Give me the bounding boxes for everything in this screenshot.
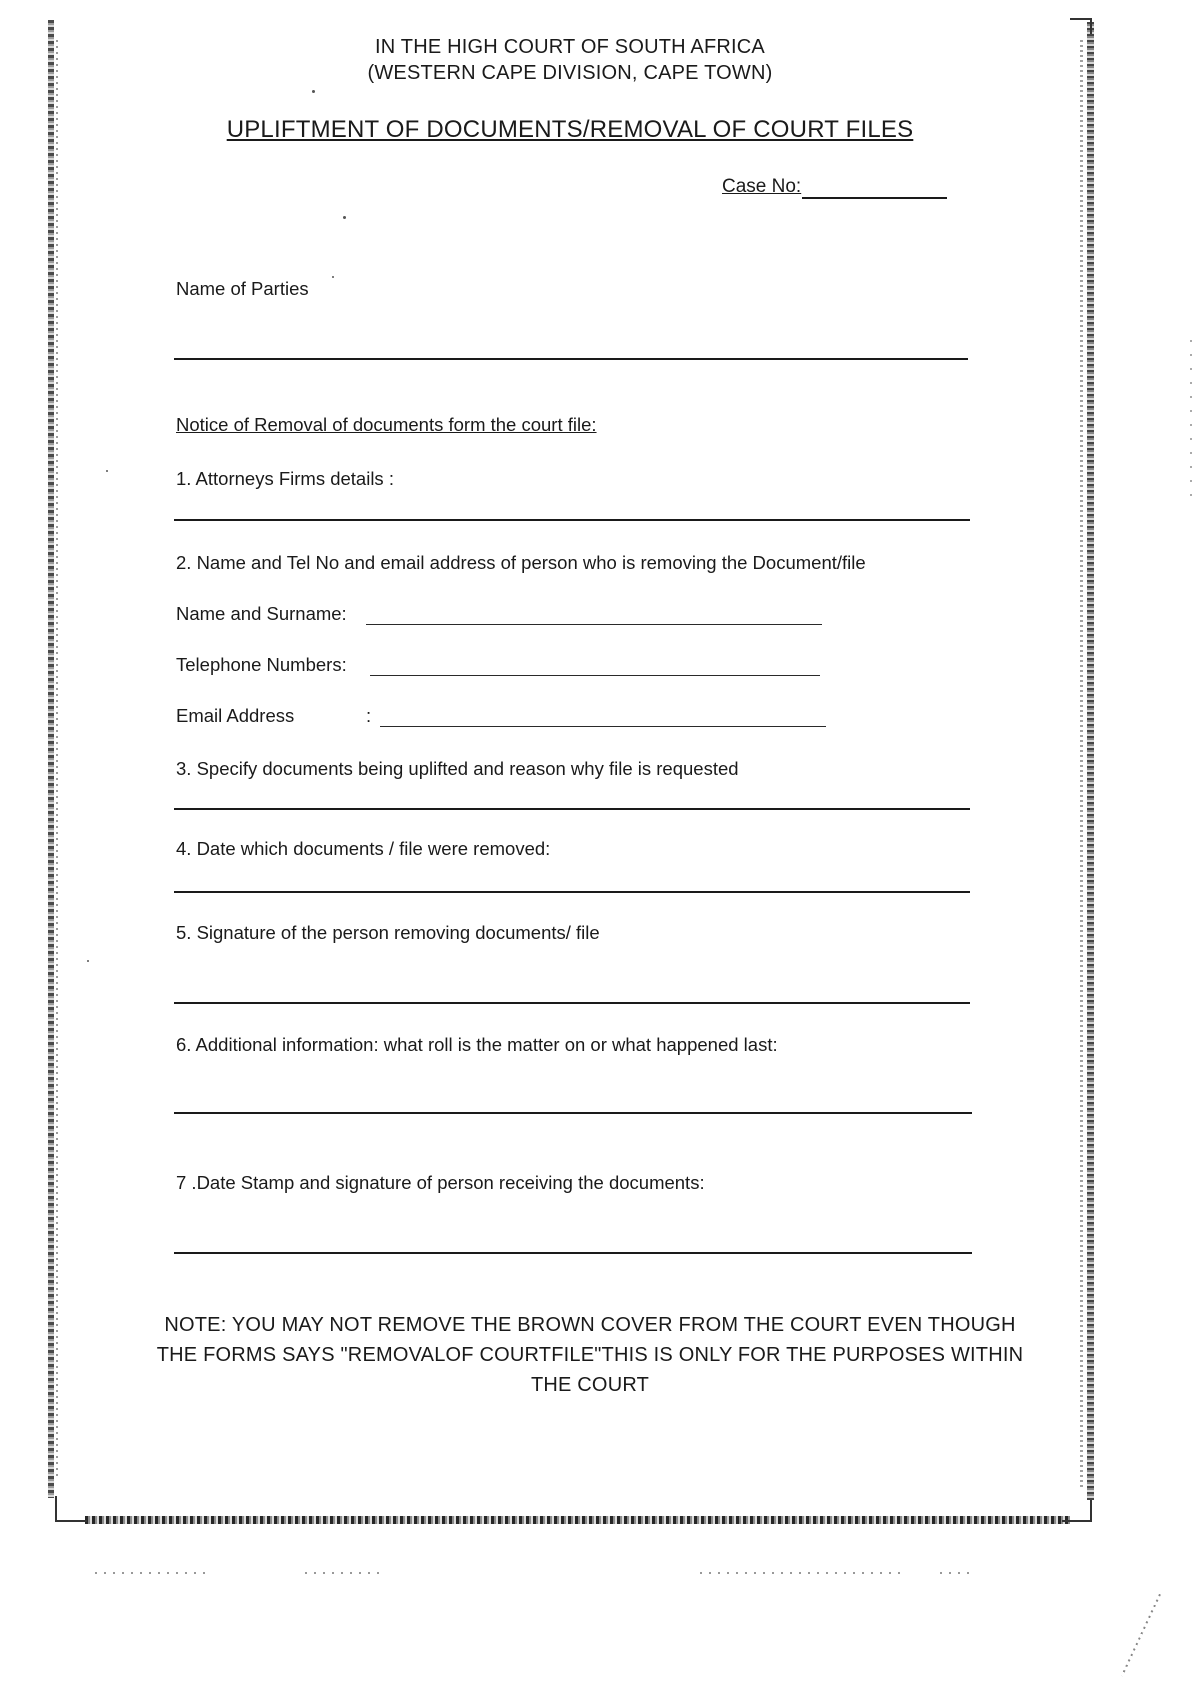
item1-label: 1. Attorneys Firms details :	[176, 468, 394, 489]
scan-speck	[87, 960, 89, 962]
telephone-label: Telephone Numbers:	[176, 654, 347, 675]
scan-speck	[106, 470, 108, 472]
scan-bottom-dots	[95, 1572, 205, 1574]
item3-label: 3. Specify documents being uplifted and reason why file is requested	[176, 758, 739, 779]
court-division: (WESTERN CAPE DIVISION, CAPE TOWN)	[367, 62, 773, 84]
email-colon: :	[366, 705, 372, 726]
case-no-label: Case No:	[722, 176, 802, 197]
additional-info-field[interactable]	[174, 1112, 972, 1114]
scan-bottom-dots	[305, 1572, 385, 1574]
scan-speck	[312, 90, 315, 93]
item4-label: 4. Date which documents / file were removed:	[176, 838, 551, 859]
scan-speck	[332, 276, 334, 278]
scan-right-edge-inner	[1080, 40, 1083, 1490]
item6-label: 6. Additional information: what roll is the matter on or what happened last:	[176, 1034, 778, 1055]
scan-corner-top-right	[1070, 18, 1092, 34]
name-of-parties-label: Name of Parties	[176, 278, 309, 299]
scan-right-specks	[1190, 340, 1192, 500]
date-removed-field[interactable]	[174, 891, 970, 893]
scan-left-edge-inner	[56, 40, 58, 1480]
email-label: Email Address	[176, 705, 295, 726]
scan-left-edge	[48, 20, 54, 1498]
attorney-details-field[interactable]	[174, 519, 970, 521]
scan-speck	[343, 216, 346, 219]
notice-heading: Notice of Removal of documents form the court file:	[176, 414, 597, 435]
scan-bottom-dots	[700, 1572, 900, 1574]
case-no-field[interactable]	[802, 197, 947, 199]
court-name: IN THE HIGH COURT OF SOUTH AFRICA	[375, 36, 765, 58]
note-text: NOTE: YOU MAY NOT REMOVE THE BROWN COVER FROM THE COURT EVEN THOUGH THE FORMS SAYS "REMOVALOF COURTFILE"THIS IS ONLY FOR THE PURPOSES WITHIN THE COURT	[156, 1314, 1024, 1396]
page-title: UPLIFTMENT OF DOCUMENTS/REMOVAL OF COURT FILES	[226, 116, 914, 143]
name-surname-label: Name and Surname:	[176, 603, 347, 624]
documents-reason-field[interactable]	[174, 808, 970, 810]
item7-label: 7 .Date Stamp and signature of person receiving the documents:	[176, 1172, 705, 1193]
scan-bottom-dots	[940, 1572, 970, 1574]
item2-label: 2. Name and Tel No and email address of person who is removing the Document/file	[176, 552, 866, 573]
scan-corner-bottom-left	[55, 1496, 87, 1522]
telephone-field[interactable]	[370, 675, 820, 676]
scan-corner-bottom-right	[1062, 1500, 1092, 1522]
email-field[interactable]	[380, 726, 826, 727]
item5-label: 5. Signature of the person removing documents/ file	[176, 922, 600, 943]
signature-field[interactable]	[174, 1002, 970, 1004]
name-of-parties-field[interactable]	[174, 358, 968, 360]
name-surname-field[interactable]	[366, 624, 822, 625]
scan-diagonal-mark	[1121, 1594, 1161, 1676]
scan-bottom-edge	[85, 1516, 1070, 1524]
date-stamp-field[interactable]	[174, 1252, 972, 1254]
scan-right-edge	[1087, 22, 1094, 1500]
